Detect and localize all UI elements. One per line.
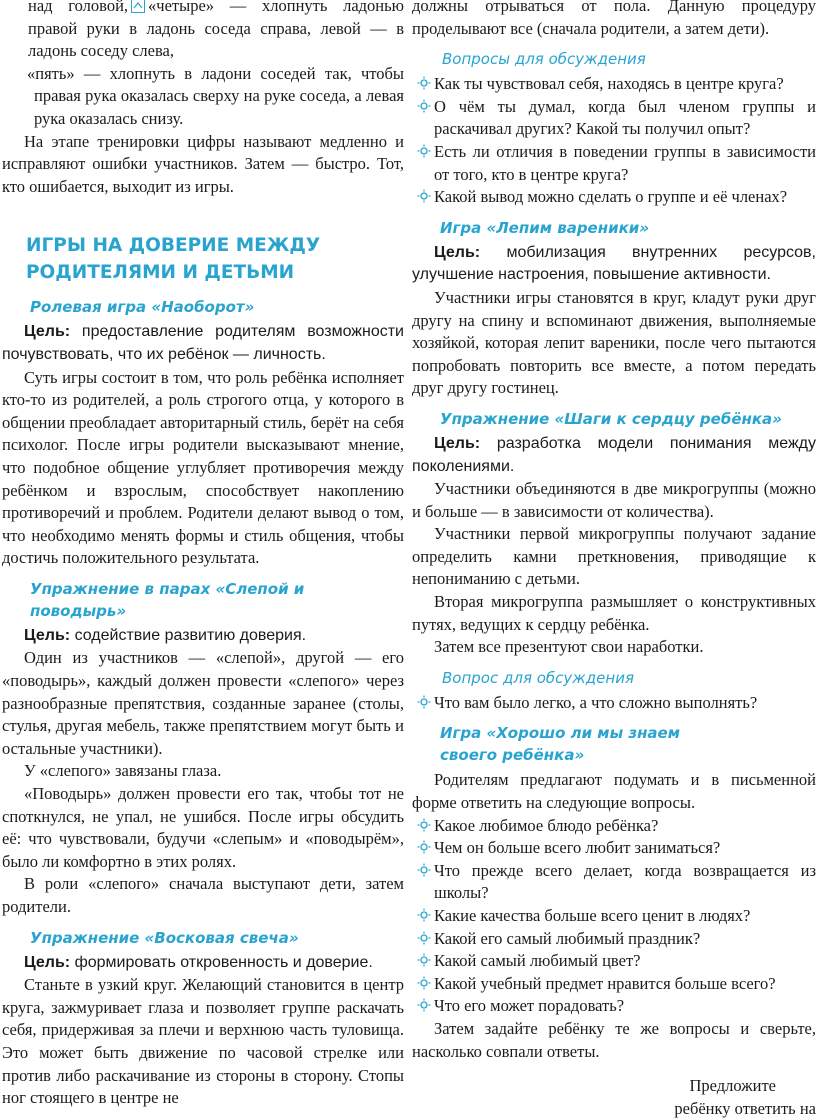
goal [2, 321, 404, 366]
paragraph: На этапе тренировки цифры называют медленно и исправляют ошибки участников. Затем — быстро. Тот, кто ошибается, выходит из игры. [2, 131, 404, 196]
game-title: Упражнение «Шаги к сердцу ребёнка» [440, 409, 782, 428]
text: «пять» — хлопнуть в ладони соседей так, чтобы правая рука оказалась сверху на руке соседа, а левая рука оказалась снизу. [27, 63, 404, 128]
game-title: Упражнение в парах «Слепой и поводырь» [30, 579, 305, 620]
goal-text: мобилизация внутренних ресурсов, улучшение настроения, повышение активности. [412, 243, 816, 284]
paragraph: У «слепого» завязаны глаза. [24, 761, 222, 781]
raised-hand-icon [10, 65, 24, 79]
paragraph: Затем задайте ребёнку те же вопросы и сверьте, насколько совпали ответы. [412, 1018, 816, 1061]
left-column [2, 0, 404, 1110]
goal [412, 433, 816, 478]
text: Что его может порадовать? [434, 996, 625, 1016]
section-title: ИГРЫ НА ДОВЕРИЕ МЕЖДУ РОДИТЕЛЯМИ И ДЕТЬМИ [26, 235, 321, 284]
text: Чем он больше всего любит заниматься? [434, 838, 721, 858]
goal-text: содействие развитию доверия. [74, 626, 307, 644]
paragraph: «Поводырь» должен провести его так, чтобы тот не споткнулся, не упал, не ушибся. После игры обсудить её: что чувствовали, будучи «слепым» и «поводырём», было ли комфортно в этих ролях. [2, 784, 404, 871]
text: «четыре» — хлопнуть ладонью правой руки в ладонь соседа справа, левой — в ладонь соседу слева, [28, 0, 404, 61]
text: Какой его самый любимый праздник? [434, 928, 701, 948]
goal-label: Цель: [434, 434, 481, 452]
question-list [412, 815, 816, 1018]
paragraph: Участники объединяются в две микрогруппы (можно и больше — в зависимости от количества). [412, 479, 816, 521]
list-item [412, 928, 816, 951]
text: Какой самый любимый цвет? [434, 951, 641, 971]
list-item [412, 141, 816, 186]
game-title: Упражнение «Восковая свеча» [30, 928, 299, 947]
paragraph: Станьте в узкий круг. Желающий становится в центр круга, зажмуривает глаза и позволяет группе раскачать себя, придерживая за плечи и верхнюю часть туловища. Это может быть движение по часовой стрелке или против либо раскачивание из стороны в сторону. Стопы ног стоящего в центре не [2, 975, 404, 1108]
goal-label: Цель: [24, 323, 71, 341]
paragraph: Участники игры становятся в круг, кладут руки друг другу на спину и вспоминают движения, выполняемые хозяйкой, которая лепит вареники, после чего пытаются попробовать повторить все вместе, а потом передать друг другу гостинец. [412, 287, 816, 398]
question-list [412, 73, 816, 209]
sun-bullet-icon [417, 818, 431, 832]
sun-bullet-icon [417, 695, 431, 709]
game-title: Ролевая игра «Наоборот» [30, 298, 255, 317]
goal [412, 242, 816, 287]
goal-label: Цель: [24, 953, 71, 971]
goal-label: Цель: [24, 626, 71, 644]
text: Какой вывод можно сделать о группе и её членах? [434, 187, 788, 207]
list-item [412, 96, 816, 141]
list-item [412, 973, 816, 996]
paragraph: Суть игры состоит в том, что роль ребёнка исполняет кто-то из родителей, а роль строгого отца, у которого в общении преобладает авторитарный стиль, берёт на себя психолог. После игры родители высказывают мнение, что подобное общение углубляет противоречия между ребёнком и взрослым, способствует накоплению противоречий и проблем. Родители делают вывод о том, что необходимо менять формы и стиль общения, чтобы достичь положительного результата. [2, 367, 404, 568]
sun-bullet-icon [417, 863, 431, 877]
paragraph: Вторая микрогруппа размышляет о конструктивных путях, ведущих к сердцу ребёнка. [412, 592, 816, 634]
paragraph-continued: Предложите [689, 1076, 776, 1096]
sun-bullet-icon [417, 840, 431, 854]
text: Какой учебный предмет нравится больше всего? [434, 973, 776, 993]
text: над головой, [28, 0, 129, 15]
sun-bullet-icon [417, 99, 431, 113]
raised-hand-icon [131, 0, 145, 11]
text: О чём ты думал, когда был членом группы и раскачивал других? Какой ты получил опыт? [434, 96, 816, 139]
paragraph-continued: ребёнку ответить на [674, 1098, 816, 1118]
sun-bullet-icon [417, 189, 431, 203]
list-item [412, 815, 816, 838]
paragraph: Родителям предлагают подумать и в письменной форме ответить на следующие вопросы. [412, 770, 816, 813]
sun-bullet-icon [417, 931, 431, 945]
list-item [412, 860, 816, 905]
list-item [412, 950, 816, 973]
game-title: Игра «Хорошо ли мы знаем своего ребёнка» [440, 724, 680, 765]
paragraph: должны отрываться от пола. Данную процедуру проделывают все (сначала родители, а затем дети). [412, 0, 816, 38]
questions-title: Вопрос для обсуждения [442, 668, 634, 687]
paragraph: Участники первой микрогруппы получают задание определить камни преткновения, приводящие к непониманию с детьми. [412, 524, 816, 589]
paragraph [2, 0, 404, 63]
sun-bullet-icon [417, 976, 431, 990]
paragraph: Затем все презентуют свои наработки. [434, 637, 704, 657]
text: Какие качества больше всего ценит в людях? [434, 906, 751, 925]
list-item [412, 995, 816, 1018]
sun-bullet-icon [417, 908, 431, 922]
goal-text: предоставление родителям возможности почувствовать, что их ребёнок — личность. [2, 323, 404, 363]
goal-label: Цель: [434, 243, 481, 261]
goal-text: разработка модели понимания между поколениями. [412, 434, 816, 475]
text: Какое любимое блюдо ребёнка? [434, 815, 659, 835]
text: Есть ли отличия в поведении группы в зависимости от того, кто в центре круга? [434, 141, 816, 184]
text: Как ты чувствовал себя, находясь в центре круга? [434, 74, 784, 94]
game-title: Игра «Лепим вареники» [440, 218, 650, 237]
right-column [412, 0, 816, 1120]
paragraph: Один из участников — «слепой», другой — его «поводырь», каждый должен провести «слепого» через разнообразные препятствия, созданные заранее (столы, стулья, другая мебель, также препятствием могут быть и остальные участники). [2, 648, 404, 758]
list-item [412, 692, 816, 715]
sun-bullet-icon [417, 953, 431, 967]
paragraph [2, 63, 404, 131]
goal [2, 625, 404, 648]
list-item [412, 905, 816, 928]
paragraph: В роли «слепого» сначала выступают дети, затем родители. [2, 874, 404, 916]
sun-bullet-icon [417, 998, 431, 1012]
list-item [412, 837, 816, 860]
questions-title: Вопросы для обсуждения [442, 50, 646, 69]
sun-bullet-icon [417, 76, 431, 90]
goal-text: формировать откровенность и доверие. [74, 953, 373, 971]
text: Что прежде всего делает, когда возвращается из школы? [434, 860, 816, 903]
text: Что вам было легко, а что сложно выполнять? [434, 692, 758, 712]
sun-bullet-icon [417, 144, 431, 158]
list-item [412, 73, 816, 96]
goal [2, 952, 404, 975]
list-item [412, 186, 816, 209]
